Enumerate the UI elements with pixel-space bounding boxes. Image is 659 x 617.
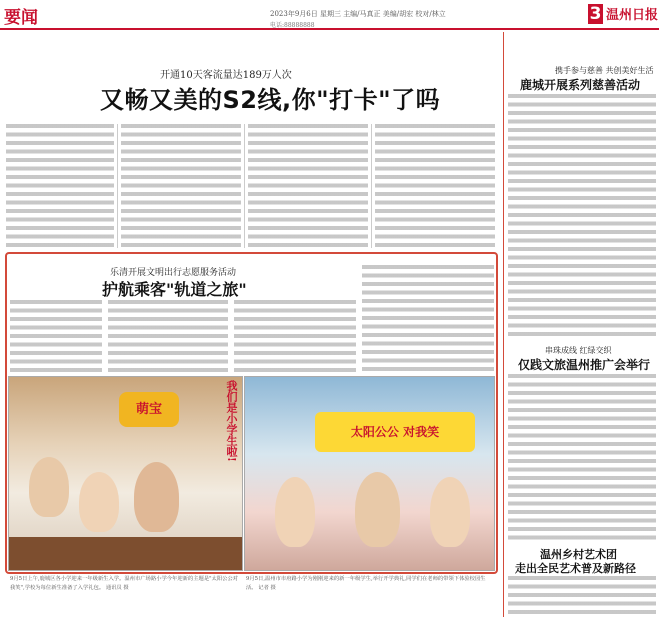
right-story1-body — [508, 94, 656, 339]
right-story2-headline: 仅践文旅温州推广会举行 — [518, 358, 651, 372]
story1-body-col1 — [6, 124, 114, 248]
story2-body-col2 — [108, 300, 228, 372]
right-story1-headline: 鹿城开展系列慈善活动 — [520, 78, 641, 92]
header-info: 2023年9月6日 星期三 主编/马真正 美编/胡宏 校对/林立 — [270, 10, 446, 18]
child-figure — [355, 472, 400, 547]
child-figure — [134, 462, 179, 532]
story2-headline: 护航乘客"轨道之旅" — [102, 280, 247, 299]
header-url: 电话:88888888 — [270, 22, 315, 29]
photo-caption-1: 9月5日上午,鹿城区各小学迎来一年级新生入学。温州市广场路小学今年迎新的主题是"太阳公公对我笑",学校为每位新生准备了入学礼包。 通讯员 摄 — [10, 576, 239, 591]
story1-body-col2 — [121, 124, 241, 248]
story1-headline: 又畅又美的S2线,你"打卡"了吗 — [100, 86, 441, 114]
vertical-caption: 我们是小学生啦! — [225, 380, 238, 462]
column-divider — [117, 124, 118, 248]
right-story3-headline-line2: 走出全民艺术普及新路径 — [515, 562, 636, 575]
child-figure — [29, 457, 69, 517]
right-column-divider — [503, 32, 504, 617]
school-photo-1 — [8, 376, 243, 571]
child-figure — [275, 477, 315, 547]
paper-name: 温州日报 — [606, 8, 659, 23]
desk — [9, 537, 243, 571]
story1-body-col3 — [248, 124, 368, 248]
child-figure — [79, 472, 119, 532]
right-story3-body — [508, 576, 656, 616]
story2-kicker: 乐清开展文明出行志愿服务活动 — [110, 268, 237, 278]
school-photo-2 — [244, 376, 495, 571]
column-divider — [244, 124, 245, 248]
photo-sign-sun: 太阳公公 对我笑 — [315, 412, 475, 452]
photo-caption-2: 9月5日,温州市市府路小学为刚刚迎来的新一年级学生,举行开学典礼,同学们在老师的带领下体验校园生活。 记者 摄 — [246, 576, 486, 591]
right-story3-headline-line1: 温州乡村艺术团 — [540, 548, 617, 561]
right-story1-kicker: 携手参与慈善 共创美好生活 — [555, 66, 654, 75]
right-story2-body — [508, 374, 656, 540]
section-title: 要闻 — [4, 8, 38, 28]
child-figure — [430, 477, 470, 547]
story1-body-col4 — [375, 124, 495, 248]
right-story2-kicker: 串珠成线 红绿交织 — [545, 346, 612, 355]
page-header — [0, 0, 659, 30]
page-number: 3 — [589, 4, 602, 24]
story2-body-col1 — [10, 300, 102, 372]
photo-sign-mengbao: 萌宝 — [119, 392, 179, 427]
story1-kicker: 开通10天客流量达189万人次 — [160, 70, 292, 81]
column-divider — [371, 124, 372, 248]
story2-body-col3 — [234, 300, 356, 372]
story2-body-col4 — [362, 265, 494, 372]
